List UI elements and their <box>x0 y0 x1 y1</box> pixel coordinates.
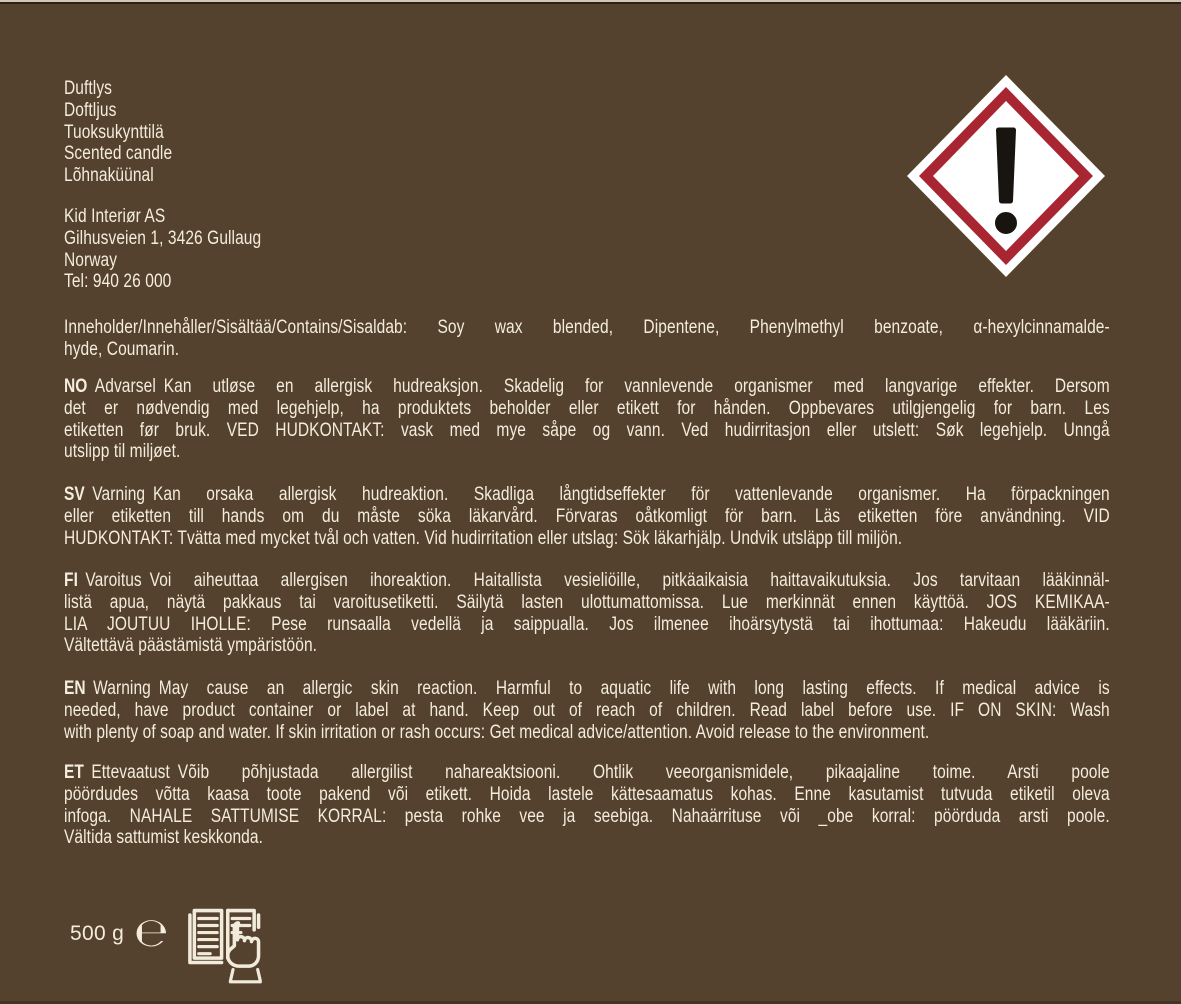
net-weight: 500 g <box>70 922 125 945</box>
text-line: infoga. NAHALE SATTUMISE KORRAL: pesta rohke vee ja seebiga. Nahaärrituse või _obe korral: pöörduda arsti poole. <box>64 805 1110 827</box>
text-line: LIA JOUTUU IHOLLE: Pese runsaalla vedellä ja saippualla. Jos ilmenee ihoärsytystä tai ihottumaa: Hakeudu lääkäriin. <box>64 613 1110 635</box>
language-code-en: EN <box>64 678 86 699</box>
text-line <box>64 484 1110 506</box>
text-line: needed, have product container or label at hand. Keep out of reach of children. Read label before use. IF ON SKIN: Wash <box>64 699 1110 721</box>
warning-paragraph-sv <box>64 484 1110 549</box>
ingredients-block <box>64 317 1110 361</box>
pointing-hand-icon <box>228 923 261 982</box>
text-line: listä apua, näytä pakkaus tai varoitusetiketti. Säilytä lasten ulottumattomissa. Lue merkinnät ennen käyttöä. JOS KEMIKAA- <box>64 591 1110 613</box>
language-code-no: NO <box>64 376 88 397</box>
ingredients-lines <box>64 317 1110 361</box>
text-line: utslipp til miljøet. <box>64 441 181 463</box>
text-line: Gilhusveien 1, 3426 Gullaug <box>64 227 262 249</box>
text-line <box>64 570 1110 592</box>
text-line <box>64 376 1110 398</box>
net-weight-row <box>70 908 168 960</box>
text-line: hyde, Coumarin. <box>64 338 180 360</box>
text-line: etiketten før bruk. VED HUDKONTAKT: vask med mye såpe og vann. Ved hudirritasjon eller utslett: Søk legehjelp. Unngå <box>64 419 1110 441</box>
text-line: eller etiketten till hands om du måste söka läkarvård. Förvaras oåtkomligt för barn. Läs etiketten före användning. VID <box>64 505 1110 527</box>
text-line: Duftlys <box>64 78 113 99</box>
warning-lines-fi <box>64 592 1110 657</box>
text-line: det er nødvendig med legehjelp, ha produktets beholder eller etikett for hånden. Oppbevares utilgjengelig for barn. Les <box>64 397 1110 419</box>
warning-lines-sv <box>64 506 1110 550</box>
text-line: Doftljus <box>64 99 117 121</box>
text-line: Norway <box>64 249 118 271</box>
read-instructions-icon <box>181 900 271 988</box>
text-line <box>64 762 1110 784</box>
text-line: Tuoksukynttilä <box>64 121 164 143</box>
estimated-sign: ℮ <box>134 910 169 956</box>
text-line: Kid Interiør AS <box>64 206 166 227</box>
warning-lines-en <box>64 700 1110 744</box>
text-line <box>64 678 1110 700</box>
text-line: Vältettävä päästämistä ympäristöön. <box>64 635 318 657</box>
language-code-et: ET <box>64 762 85 783</box>
text-line: Lõhnaküünal <box>64 165 154 187</box>
text-line: pöördudes võtta kaasa toote pakend või etikett. Hoida lastele kättesaamatus kohas. Enne kasutamist tutvuda etiketil oleva <box>64 783 1110 805</box>
warning-text: Varoitus Voi aiheuttaa allergisen ihoreaktion. Haitallista vesieliöille, pitkäaikaisia haittavaikutuksia. Jos tarvitaan lääkinnäl- <box>85 570 1110 591</box>
text-line: Scented candle <box>64 143 173 165</box>
warning-text: Varning Kan orsaka allergisk hudreaktion. Skadliga långtidseffekter för vattenlevande organismer. Ha förpackningen <box>92 484 1110 505</box>
text-line: Inneholder/Innehåller/Sisältää/Contains/Sisaldab: Soy wax blended, Dipentene, Phenylmethyl benzoate, α-hexylcinnamalde- <box>64 317 1110 338</box>
exclamation-mark-icon <box>998 130 1015 232</box>
warning-paragraph-en <box>64 678 1110 743</box>
warning-paragraph-et <box>64 762 1110 849</box>
text-line: HUDKONTAKT: Tvätta med mycket tvål och vatten. Vid hudirritation eller utslag: Sök läkarhjälp. Undvik utsläpp till miljön. <box>64 527 903 549</box>
warning-text: Warning May cause an allergic skin reaction. Harmful to aquatic life with long lasting effects. If medical advice is <box>93 678 1110 699</box>
warning-lines-et <box>64 784 1110 849</box>
language-code-sv: SV <box>64 484 85 505</box>
ghs-warning-pictogram <box>906 74 1106 278</box>
warning-paragraph-fi <box>64 570 1110 657</box>
language-code-fi: FI <box>64 570 78 591</box>
warning-text: Ettevaatust Võib põhjustada allergilist nahareaktsiooni. Ohtlik veeorganismidele, pikaajaline toime. Arsti poole <box>91 762 1110 783</box>
text-line: Tel: 940 26 000 <box>64 271 172 293</box>
warning-paragraph-no <box>64 376 1110 463</box>
text-line: with plenty of soap and water. If skin irritation or rash occurs: Get medical advice/attention. Avoid release to the environment. <box>64 721 930 743</box>
text-line: Vältida sattumist keskkonda. <box>64 827 264 849</box>
warning-lines-no <box>64 398 1110 463</box>
warning-text: Advarsel Kan utløse en allergisk hudreaksjon. Skadelig for vannlevende organismer med langvarige effekter. Dersom <box>94 376 1110 397</box>
